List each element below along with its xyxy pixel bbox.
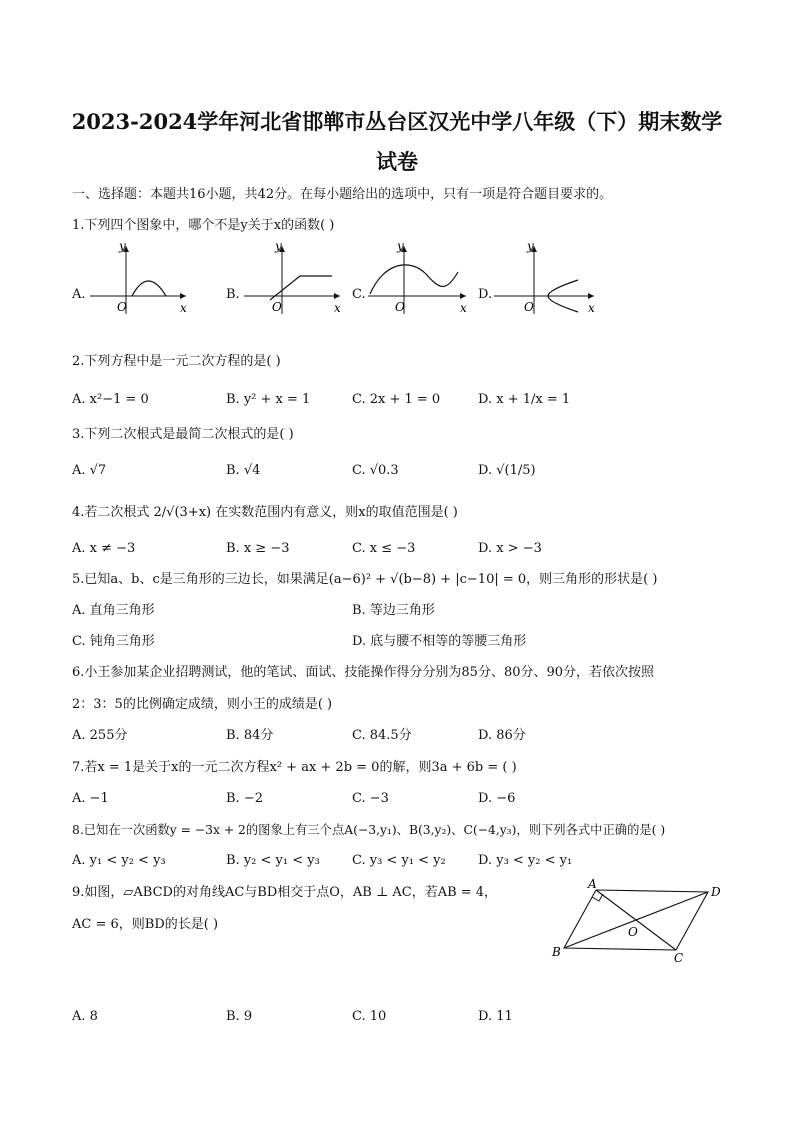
question-5-stem: 5.已知a、b、c是三角形的三边长，如果满足(a−6)² + √(b−8) + |c−10| = 0，则三角形的形状是( ) [72,572,658,587]
q3-option-b: B. √4 [226,463,261,478]
vertex-b-label: B [552,945,561,959]
question-4-stem: 4.若二次根式 2/√(3+x) 在实数范围内有意义，则x的取值范围是( ) [72,505,458,520]
vertex-d-label: D [711,885,721,899]
q9-option-c: C. 10 [352,1009,387,1024]
q9-option-d: D. 11 [478,1009,513,1024]
q2-option-d: D. x + 1/x = 1 [478,392,571,407]
question-6-stem: 6.小王参加某企业招聘测试，他的笔试、面试、技能操作得分分别为85分、80分、90分，若依次按照 [72,665,655,680]
section-heading: 一、选择题：本题共16小题，共42分。在每小题给出的选项中，只有一项是符合题目要求的。 [72,187,613,202]
y-axis-label: y [527,239,534,253]
q1-graph-c [364,238,474,316]
q2-option-c: C. 2x + 1 = 0 [352,392,441,407]
q8-option-c: C. y₃ < y₁ < y₂ [352,853,446,868]
question-8-stem: 8.已知在一次函数y = −3x + 2的图象上有三个点A(−3,y₁)、B(3,y₂)、C(−4,y₃)，则下列各式中正确的是( ) [72,823,666,837]
q7-option-b: B. −2 [226,791,263,806]
q8-option-a: A. y₁ < y₂ < y₃ [72,853,166,868]
q1-option-a-label: A. [72,287,86,302]
point-o-label: O [628,925,638,939]
vertex-a-label: A [588,877,597,891]
q2-option-b: B. y² + x = 1 [226,392,311,407]
q9-parallelogram-figure [546,876,732,966]
q5-option-c: C. 钝角三角形 [72,634,155,649]
q8-option-b: B. y₂ < y₁ < y₃ [226,853,320,868]
question-7-stem: 7.若x = 1是关于x的一元二次方程x² + ax + 2b = 0的解，则3a + 6b = ( ) [72,760,517,775]
q6-option-b: B. 84分 [226,728,274,743]
q9-option-b: B. 9 [226,1009,253,1024]
origin-label: O [395,300,405,314]
q6-option-c: C. 84.5分 [352,728,412,743]
vertex-c-label: C [674,951,684,965]
page-title-line2: 试卷 [376,149,418,174]
question-3-stem: 3.下列二次根式是最简二次根式的是( ) [72,427,294,442]
y-axis-label: y [397,239,404,253]
origin-label: O [272,300,282,314]
q1-option-b-label: B. [226,287,240,302]
q1-graph-b [240,238,350,316]
q1-graph-a [86,238,196,316]
page-title: 2023-2024学年河北省邯郸市丛台区汉光中学八年级（下）期末数学 [71,109,723,134]
x-axis-label: x [334,301,341,315]
q1-graph-d [490,238,602,316]
q6-option-a: A. 255分 [72,728,128,743]
q3-option-c: C. √0.3 [352,463,399,478]
question-1-stem: 1.下列四个图象中，哪个不是y关于x的函数( ) [72,218,335,233]
x-axis-label: x [460,301,467,315]
question-2-stem: 2.下列方程中是一元二次方程的是( ) [72,354,281,369]
y-axis-label: y [275,239,282,253]
q4-option-b: B. x ≥ −3 [226,541,290,556]
q7-option-d: D. −6 [478,791,516,806]
q7-option-a: A. −1 [72,791,109,806]
origin-label: O [117,300,127,314]
q3-option-a: A. √7 [72,463,107,478]
question-9-stem-line2: AC = 6，则BD的长是( ) [72,917,219,932]
question-9-stem: 9.如图，▱ABCD的对角线AC与BD相交于点O，AB ⊥ AC，若AB = 4， [72,885,498,900]
q5-option-d: D. 底与腰不相等的等腰三角形 [352,634,527,649]
q4-option-a: A. x ≠ −3 [72,541,136,556]
question-6-stem-line2: 2：3：5的比例确定成绩，则小王的成绩是( ) [72,697,333,712]
q4-option-d: D. x > −3 [478,541,542,556]
y-axis-label: y [119,239,126,253]
q5-option-b: B. 等边三角形 [352,603,435,618]
q3-option-d: D. √(1/5) [478,463,536,478]
origin-label: O [524,300,534,314]
q4-option-c: C. x ≤ −3 [352,541,416,556]
q7-option-c: C. −3 [352,791,389,806]
x-axis-label: x [588,301,595,315]
q8-option-d: D. y₃ < y₂ < y₁ [478,853,573,868]
q9-option-a: A. 8 [72,1009,98,1024]
q5-option-a: A. 直角三角形 [72,603,155,618]
x-axis-label: x [180,301,187,315]
q1-option-c-label: C. [352,287,366,302]
q6-option-d: D. 86分 [478,728,526,743]
q2-option-a: A. x²−1 = 0 [72,392,149,407]
q1-option-d-label: D. [478,287,493,302]
